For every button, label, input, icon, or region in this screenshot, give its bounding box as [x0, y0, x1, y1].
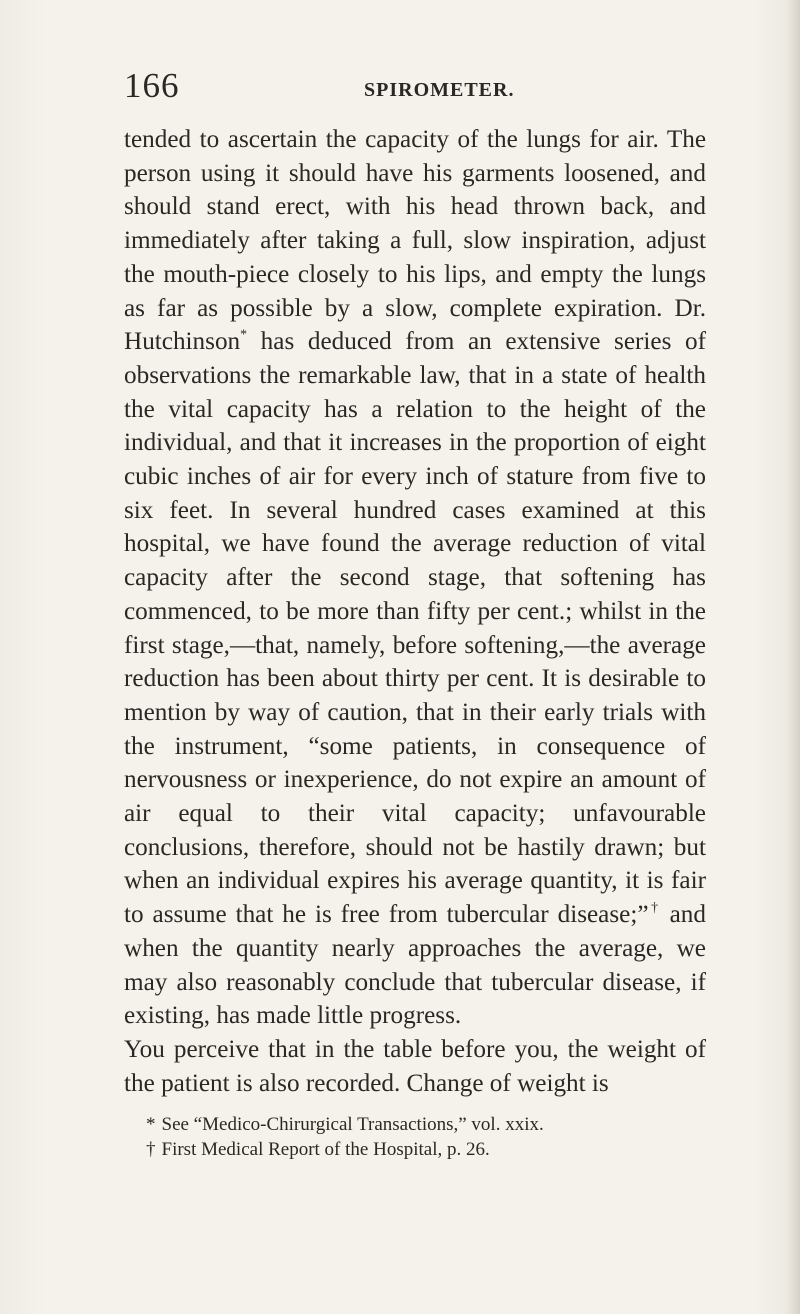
footnote-1: [146, 1112, 686, 1137]
footnote-ref-dagger: †: [648, 899, 661, 915]
footnote-1-mark: *: [146, 1114, 156, 1135]
footnote-2-text: First Medical Report of the Hospital, p. 26.: [161, 1139, 490, 1160]
paragraph-1-part-b: has deduced from an extensive series of observations the remarkable law, that in a state of health the vital capacity has a relation to the height of the individual, and that it increases in the proportion of eight cubic inches of air for every inch of stature from five to six feet. In several hundred cases examined at this hospital, we have found the average reduction of vital capacity after the second stage, that softening has commenced, to be more than fifty per cent.; whilst in the first stage,—that, namely, before softening,—the average reduction has been about thirty per cent. It is desirable to mention by way of caution, that in their early trials with the instrument, “some patients, in consequence of nervousness or inexperience, do not expire an amount of air equal to their vital capacity; unfavourable conclusions, therefore, should not be hastily drawn; but when an individual expires his average quantity, it is fair to assume that he is free from tubercular disease;”: [124, 328, 706, 929]
page-edge-shadow: [786, 0, 800, 1314]
page-number: 166: [124, 66, 180, 105]
paragraph-2: You perceive that in the table before you, the weight of the patient is also recorded. Change of weight is: [124, 1035, 706, 1097]
footnote-ref-asterisk: *: [240, 326, 248, 342]
paragraph-1-part-a: tended to ascertain the capacity of the lungs for air. The person using it should have his garments loosened, and should stand erect, with his head thrown back, and immediately after taking a full, slow inspiration, adjust the mouth-piece closely to his lips, and empty the lungs as far as possible by a slow, complete expiration. Dr. Hutchinson: [124, 126, 706, 356]
footnote-1-text: See “Medico-Chirurgical Transactions,” vol. xxix.: [161, 1114, 544, 1135]
page-header: [124, 68, 684, 108]
footnote-2-mark: †: [146, 1139, 156, 1160]
running-head: SPIROMETER.: [364, 79, 515, 101]
footnote-2: [146, 1137, 686, 1162]
body-text: [124, 123, 706, 1100]
footnotes: [146, 1112, 686, 1162]
paragraph-1-part-c: and when the quantity nearly approaches the average, we may also reasonably conclude that tubercular disease, if existing, has made little progress.: [124, 901, 706, 1030]
